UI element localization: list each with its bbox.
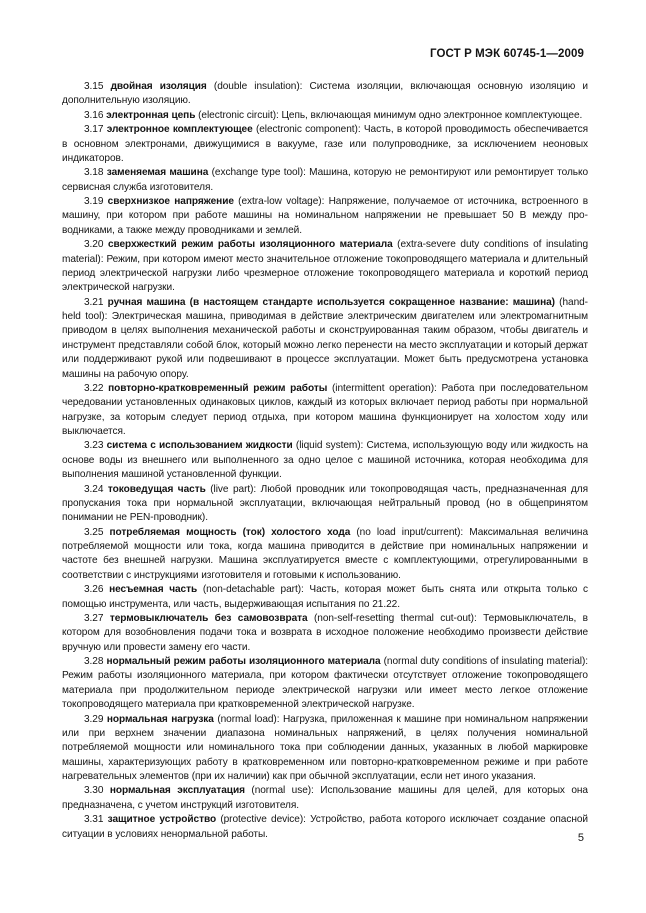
entry-term: потребляемая мощность (ток) холостого хода [109, 526, 351, 538]
entry-text: (extra-low voltage): Напряжение, получаемое от источника, встроенного в машину, при котором при работе машины на номинальном напряжении не превышает 50 В между проводниками, а также между проводниками и землей. [62, 196, 588, 236]
entry-text: (electronic component): Часть, в которой проводимость обеспечивается в основном электронами, движущимися в вакууме, газе или полупроводнике, за исключением неоновых индикаторов. [62, 124, 588, 164]
entry-text: (electronic circuit): Цепь, включающая минимум одно электронное комплектующее. [195, 109, 583, 121]
entry-number: 3.15 [84, 81, 104, 92]
entry-number: 3.20 [84, 239, 104, 251]
entry-text: (normal duty conditions of insulating material): Режим работы изоляционного материала, при котором фактически отсутствует отложение токопроводящего материала при продолжительном периоде электрической нагрузки или имеет место легкое отложение токопроводящего материала при кратковременной электрической нагрузке. [62, 656, 589, 711]
definition-entry [62, 784, 588, 813]
entry-text: (live part): Любой проводник или токопроводящая часть, предназначенная для пропускания тока при нормальной эксплуатации, включающая нейтральный провод (но в общепринятом понимании не PEN-проводник). [62, 483, 588, 524]
definition-entry [62, 439, 588, 482]
definition-entry [62, 483, 588, 526]
entry-text: (extra-severe duty conditions of insulating material): Режим, при котором имеют место значительное отложение токопроводящего материала и длительный период электрической нагрузки либо чрезмерное отложение токопроводящего материала и короткий период электрической нагрузки. [62, 239, 588, 294]
entry-term: защитное устройство [107, 814, 217, 826]
entry-term: электронная цепь [106, 109, 196, 121]
definition-entry [62, 612, 588, 655]
entry-text: (no load input/current): Максимальная величина потребляемой мощности или тока, когда машина приводится в действие при номинальных напряжении и частоте без внешней нагрузки. Машина эксплуатируется вместе с комплектующими, отрегулированными в соответствии с инструкциями изготовителя и готовыми к использованию. [62, 526, 588, 581]
entry-number: 3.21 [84, 296, 104, 308]
entry-number: 3.17 [84, 124, 104, 136]
entry-text: (hand-held tool): Электрическая машина, приводимая в действие электрическим двигателем или электромагнитным приводом в целях выполнения механической работы и сконструированная таким образом, чтобы двигатель и инструмент представляли собой блок, который можно легко перенести на место эксплуатации и который держат или поддерживают рукой или подвешивают в процессе эксплуатации. Может быть предусмотрена установка машины на рабочую опору. [62, 296, 588, 380]
definition-entry [62, 195, 588, 238]
entry-number: 3.26 [84, 584, 104, 596]
entry-number: 3.24 [84, 483, 104, 495]
definition-entry [62, 382, 588, 440]
entry-number: 3.18 [84, 167, 104, 179]
definition-entry [62, 713, 588, 785]
definition-entry [62, 813, 588, 842]
definition-entry [62, 296, 588, 382]
entry-number: 3.30 [84, 785, 104, 797]
document-body [62, 80, 588, 842]
entry-term: нормальная нагрузка [106, 713, 214, 725]
entry-text: (protective device): Устройство, работа которого исключает создание опасной ситуации в условиях ненормальной работы. [62, 814, 588, 840]
entry-text: (non-self-resetting thermal cut-out): Термовыключатель, в котором для возобновления подачи тока и возврата в исходное положение необходимо произвести действие вручную или провести замену его части. [62, 612, 588, 653]
page-number: 5 [577, 832, 584, 844]
definition-entry [62, 583, 588, 612]
entry-text: (normal use): Использование машины для целей, для которых она предназначена, с учетом инструкций изготовителя. [62, 785, 588, 811]
entry-number: 3.22 [84, 382, 104, 394]
entry-term: система с использованием жидкости [106, 440, 293, 452]
entry-text: (double insulation): Система изоляции, включающая основную изоляцию и дополнительную изоляцию. [62, 81, 588, 107]
entry-term: электронное комплектующее [106, 124, 253, 136]
entry-number: 3.29 [84, 713, 104, 725]
entry-term: нормальная эксплуатация [109, 785, 245, 797]
entry-term: токоведущая часть [107, 483, 206, 495]
definition-entry [62, 109, 588, 123]
entry-number: 3.19 [84, 196, 104, 207]
entry-term: заменяемая машина [106, 167, 209, 179]
definition-entry [62, 526, 588, 584]
entry-number: 3.25 [84, 526, 104, 538]
entry-term: сверхжесткий режим работы изоляционного материала [107, 239, 393, 251]
entry-term: двойная изоляция [110, 81, 207, 92]
entry-text: (intermittent operation): Работа при последовательном чередовании установленных одинаковых циклов, каждый из которых включает период работы при нормальной нагрузке, за которым следует период отдыха, при котором машина функционирует на холостом ходу или выключается. [62, 382, 589, 437]
definition-entry [62, 80, 588, 109]
definition-entry [62, 166, 588, 195]
entry-text: (exchange type tool): Машина, которую не ремонтируют или ремонтирует только сервисная служба изготовителя. [62, 167, 588, 193]
entry-term: несъемная часть [109, 584, 198, 596]
entry-term: повторно-кратковременный режим работы [108, 382, 328, 394]
entry-term: нормальный режим работы изоляционного материала [106, 656, 381, 667]
definition-entry [62, 123, 588, 166]
definition-entry [62, 238, 588, 296]
entry-number: 3.28 [84, 656, 104, 667]
entry-number: 3.23 [84, 440, 104, 452]
entry-text: (non-detachable part): Часть, которая может быть снята или открыта только с помощью инструмента, или часть, выдерживающая испытания по 21.22. [62, 584, 589, 610]
entry-text: (normal load): Нагрузка, приложенная к машине при номинальном напряжении или при верхнем значении диапазона номинальных напряжений, в целях получения номинальной потребляемой мощности или номинального тока при соблюдении данных, указанных в любой маркировке машины, характеризующих работу в кратковременном или повторно-кратковременном режиме и при работе нагревательных элементов (при их наличии) как при обычной эксплуатации, если нет иного указания. [62, 713, 589, 782]
entry-number: 3.16 [84, 109, 104, 121]
entry-term: сверхнизкое напряжение [107, 196, 234, 207]
entry-term: термовыключатель без самовозврата [109, 612, 308, 624]
document-header: ГОСТ Р МЭК 60745-1—2009 [430, 48, 584, 60]
definition-entry [62, 655, 588, 713]
entry-text: (liquid system): Система, использующую воду или жидкость на основе воды из внешнего или выполненного за одно целое с машиной источника, которая необходима для выполнения машиной установленной функции. [62, 440, 588, 481]
entry-number: 3.31 [84, 814, 104, 826]
entry-term: ручная машина (в настоящем стандарте используется сокращенное название: машина) [107, 296, 555, 308]
entry-number: 3.27 [84, 612, 104, 624]
